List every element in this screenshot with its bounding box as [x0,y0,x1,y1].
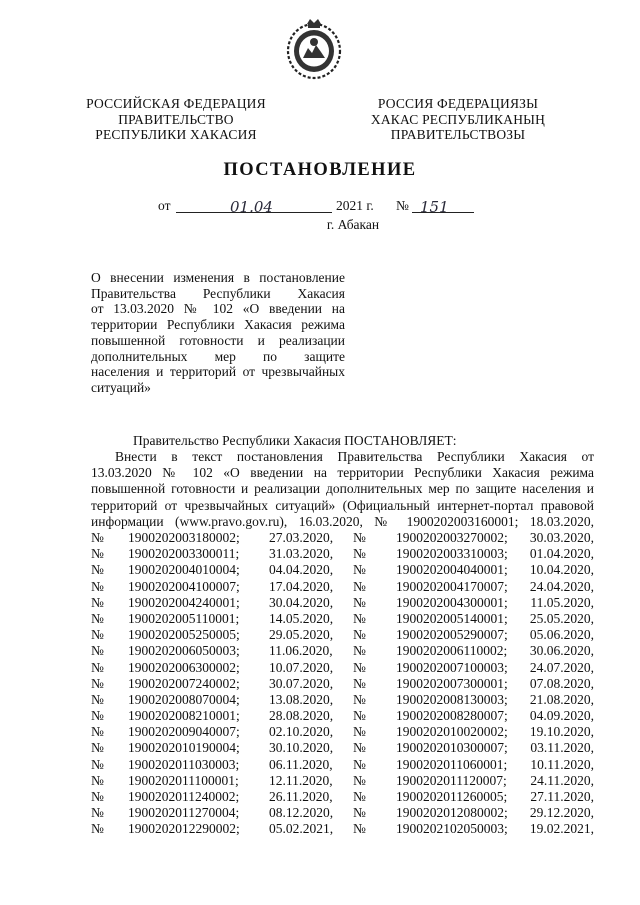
publication-row [91,660,594,676]
publication-cell: 24.11.2020, [530,772,594,788]
publication-cell: 1900202010190004; [128,740,240,756]
publication-cell: 13.08.2020, [269,691,334,707]
publication-cell: № [353,562,366,578]
publication-row [91,611,594,627]
publication-cell: № [353,805,366,821]
publication-cell: 1900202004240001; [128,594,240,610]
coat-of-arms-emblem [285,18,343,80]
publication-cell: 19.10.2020, [529,724,594,740]
publication-cell: 17.04.2020, [269,578,334,594]
subject-line: территории Республики Хакасия режима [91,317,345,333]
publication-cell: 1900202007300001; [396,675,508,691]
subject-line: ситуаций» [91,379,151,395]
publication-cell: 29.05.2020, [269,627,334,643]
publication-cell: № [91,756,104,772]
publication-cell: № [91,546,104,562]
publication-cell: 28.08.2020, [269,708,334,724]
publication-cell: 1900202011030003; [128,756,240,772]
header-right-line: ХАКАС РЕСПУБЛИКАНЫҢ [370,111,546,127]
publication-cell: № [353,708,366,724]
publication-cell: 05.02.2021, [269,821,334,837]
publication-cell: 1900202005250005; [128,627,240,643]
publication-cell: 1900202011260005; [396,789,508,804]
publication-cell: 27.03.2020, [269,530,334,545]
publication-cell: 1900202005290007; [396,627,508,643]
publication-cell: № [91,772,104,788]
publication-cell: № [91,740,104,756]
publication-cell: 1900202003310003; [396,546,508,562]
number-label: № [396,198,409,213]
publication-cell: 1900202003300011; [128,546,240,562]
year-label: 2021 г. [336,198,374,213]
publication-cell: № [91,708,104,724]
publication-row [91,546,594,562]
publication-cell: № [91,789,104,804]
publication-cell: 07.08.2020, [529,675,594,691]
publication-list [91,530,594,838]
publication-cell: 06.11.2020, [269,756,333,772]
publication-cell: № [91,627,104,643]
publication-cell: 1900202007100003; [396,659,508,675]
publication-cell: 11.06.2020, [269,643,333,659]
publication-cell: № [353,530,366,545]
publication-cell: 25.05.2020, [529,610,594,626]
publication-cell: 26.11.2020, [269,789,333,804]
publication-cell: 1900202004010004; [128,562,240,578]
publication-row [91,643,594,659]
publication-cell: 1900202006050003; [128,643,240,659]
publication-row [91,789,594,805]
publication-cell: 1900202012290002; [128,821,240,837]
publication-cell: № [353,789,366,804]
publication-cell: 30.03.2020, [529,530,594,545]
publication-cell: 1900202003270002; [396,530,508,545]
publication-cell: 03.11.2020, [530,740,594,756]
resolution-intro: Правительство Республики Хакасия ПОСТАНОВЛЯЕТ: [133,433,457,448]
publication-cell: № [91,594,104,610]
publication-cell: 1900202009040007; [128,724,240,740]
header-right-khakas [360,96,556,143]
publication-cell: 10.04.2020, [529,562,594,578]
publication-cell: 14.05.2020, [269,610,334,626]
publication-cell: 1900202012080002; [396,805,508,821]
paragraph-line: территорий от чрезвычайных ситуаций» (Официальный интернет-портал правовой [91,497,594,513]
publication-cell: 1900202010300007; [396,740,508,756]
publication-cell: 30.07.2020, [269,675,334,691]
header-right-line: ПРАВИТЕЛЬСТВОЗЫ [390,127,526,142]
publication-cell: № [91,578,104,594]
publication-cell: 1900202011120007; [396,772,507,788]
publication-cell: № [353,740,366,756]
document-title: ПОСТАНОВЛЕНИЕ [223,160,417,180]
publication-cell: 1900202006300002; [128,659,240,675]
khakassia-coat-of-arms-icon [285,18,343,80]
publication-cell: № [91,821,104,837]
city-label: г. Абакан [326,217,380,232]
publication-cell: 1900202008070004; [128,691,240,707]
publication-cell: 30.06.2020, [529,643,594,659]
publication-row [91,773,594,789]
publication-row [91,708,594,724]
date-number-line [150,196,490,216]
publication-cell: 1900202102050003; [396,821,508,837]
publication-cell: № [91,724,104,740]
publication-cell: 24.07.2020, [529,659,594,675]
publication-cell: № [353,643,366,659]
publication-cell: № [91,610,104,626]
publication-cell: 1900202008210001; [128,708,240,724]
publication-cell: 1900202005140001; [396,610,508,626]
publication-cell: № [91,659,104,675]
publication-cell: 1900202004040001; [396,562,508,578]
publication-cell: 12.11.2020, [269,772,333,788]
publication-cell: 1900202011240002; [128,789,240,804]
header-left-line: РОССИЙСКАЯ ФЕДЕРАЦИЯ [86,96,266,111]
publication-cell: 1900202008130003; [396,691,508,707]
publication-cell: № [353,546,366,562]
header-left-line: РЕСПУБЛИКИ ХАКАСИЯ [95,127,257,142]
publication-cell: 1900202004170007; [396,578,508,594]
publication-row [91,805,594,821]
date-prefix: от [158,198,171,213]
publication-row [91,724,594,740]
publication-row [91,530,594,546]
publication-cell: № [353,756,366,772]
publication-cell: 1900202006110002; [396,643,508,659]
publication-cell: 1900202004100007; [128,578,240,594]
publication-cell: № [353,627,366,643]
publication-cell: № [353,821,366,837]
publication-cell: № [91,805,104,821]
publication-cell: 21.08.2020, [529,691,594,707]
publication-cell: № [353,610,366,626]
publication-cell: № [353,772,366,788]
subject-line: населения и территорий от чрезвычайных [91,364,345,380]
paragraph-line: повышенной готовности и реализации дополнительных мер по защите населения и [91,481,594,497]
subject-line: О внесении изменения в постановление [91,270,345,285]
publication-cell: 04.04.2020, [269,562,334,578]
publication-cell: № [353,691,366,707]
body-paragraph [91,449,594,530]
publication-cell: 10.11.2020, [530,756,594,772]
publication-row [91,740,594,756]
publication-cell: 31.03.2020, [269,546,334,562]
publication-row [91,579,594,595]
publication-cell: 19.02.2021, [529,821,594,837]
subject-line: Правительства Республики Хакасия [91,285,345,301]
publication-cell: 1900202005110001; [128,610,240,626]
publication-row [91,676,594,692]
handwritten-date: 01.04 [230,198,273,216]
publication-cell: 1900202010020002; [396,724,508,740]
publication-cell: 30.10.2020, [269,740,334,756]
publication-cell: 05.06.2020, [529,627,594,643]
publication-row [91,627,594,643]
publication-cell: № [353,724,366,740]
publication-cell: № [91,691,104,707]
publication-cell: 24.04.2020, [529,578,594,594]
publication-cell: 1900202011060001; [396,756,508,772]
subject-line: повышенной готовности и реализации [91,332,345,348]
publication-row [91,595,594,611]
publication-cell: № [353,578,366,594]
publication-cell: № [91,643,104,659]
publication-cell: 1900202003180002; [128,530,240,545]
publication-cell: 27.11.2020, [530,789,594,804]
publication-cell: № [91,675,104,691]
header-right-line: РОССИЯ ФЕДЕРАЦИЯЗЫ [377,96,539,111]
subject-line: дополнительных мер по защите [91,348,345,364]
publication-row [91,757,594,773]
publication-cell: 02.10.2020, [269,724,334,740]
publication-cell: 1900202011270004; [128,805,240,821]
publication-cell: 1900202011100001; [128,772,239,788]
paragraph-line: Внести в текст постановления Правительства Республики Хакасия от [115,449,594,464]
publication-cell: № [91,530,104,545]
publication-cell: № [353,659,366,675]
publication-cell: 1900202004300001; [396,594,508,610]
publication-cell: 11.05.2020, [530,594,594,610]
subject-line: от 13.03.2020 № 102 «О введении на [91,301,345,317]
publication-cell: № [353,594,366,610]
publication-row [91,562,594,578]
publication-row [91,692,594,708]
paragraph-line: информации (www.pravo.gov.ru), 16.03.2020, № 1900202003160001; 18.03.2020, [91,513,594,529]
publication-cell: 29.12.2020, [529,805,594,821]
publication-cell: 04.09.2020, [529,708,594,724]
publication-cell: 08.12.2020, [269,805,334,821]
subject-block [91,270,345,396]
publication-cell: 1900202008280007; [396,708,508,724]
publication-cell: 10.07.2020, [269,659,334,675]
publication-cell: 1900202007240002; [128,675,240,691]
publication-cell: 01.04.2020, [529,546,594,562]
paragraph-line: 13.03.2020 № 102 «О введении на территории Республики Хакасия режима [91,465,594,481]
publication-row [91,821,594,837]
handwritten-number: 151 [420,198,449,216]
publication-cell: № [353,675,366,691]
publication-cell: № [91,562,104,578]
header-left-line: ПРАВИТЕЛЬСТВО [118,111,234,127]
header-left-russian [84,96,268,143]
publication-cell: 30.04.2020, [269,594,334,610]
